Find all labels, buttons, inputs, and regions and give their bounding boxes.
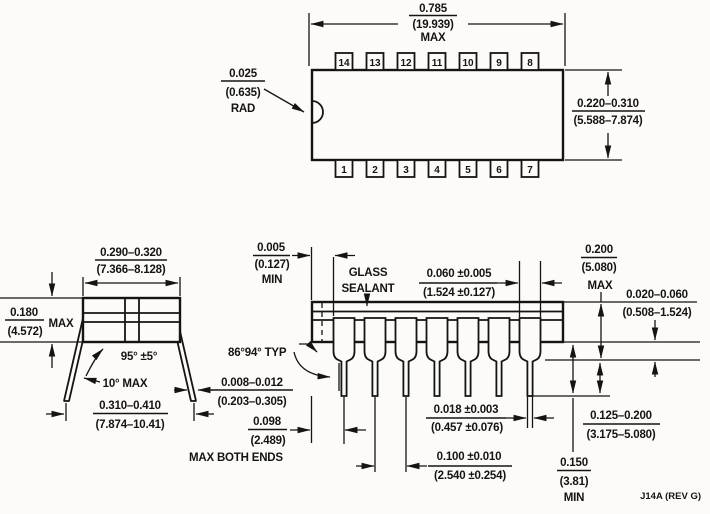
pin-label: 2	[372, 165, 378, 176]
pin-label: 11	[431, 58, 443, 69]
pin-label: 4	[434, 165, 440, 176]
dim-seating-suffix: MAX	[587, 280, 613, 292]
pin-label: 12	[400, 58, 412, 69]
dim-thickness-metric: (0.203–0.305)	[217, 396, 287, 408]
drawing-reference: J14A (REV G)	[640, 491, 701, 502]
dim-rad-value: 0.025	[229, 68, 257, 80]
dim-splay-angle	[84, 378, 148, 390]
dim-body-to-seating	[581, 244, 617, 393]
dim-end-overhang	[189, 416, 366, 464]
package-body-top	[312, 70, 563, 160]
dim-bodywidth-value: 0.220–0.310	[577, 98, 639, 110]
dim-leadwidth-value: 0.018 ±0.003	[433, 404, 499, 416]
dim-span-value: 0.310–0.410	[99, 400, 161, 412]
dim-overhang-metric: (2.489)	[250, 435, 286, 447]
dim-standoff-value: 0.020–0.060	[626, 289, 688, 301]
dim-overhang-suffix: MAX BOTH ENDS	[189, 452, 283, 464]
dim-lead-width	[426, 397, 554, 434]
dim-pitch-value: 0.100 ±0.010	[436, 451, 502, 463]
dim-height-value: 0.180	[10, 307, 38, 319]
dim-notch-radius	[221, 68, 304, 115]
dim-standoff-metric: (0.508–1.524)	[622, 307, 692, 319]
dim-leadlen-metric: (3.175–5.080)	[586, 429, 656, 441]
pins-bottom-row	[336, 160, 539, 177]
dim-thickness-value: 0.008–0.012	[221, 377, 283, 389]
pin-label: 7	[527, 165, 533, 176]
dim-tip-value: 0.150	[560, 457, 588, 469]
dim-rad-metric: (0.635)	[225, 87, 261, 99]
dim-lead-angle	[86, 349, 158, 376]
dim-pitch-metric: (2.540 ±0.254)	[434, 470, 506, 482]
dim-shoulder-angle	[228, 344, 330, 377]
pin-label: 10	[462, 58, 474, 69]
dim-sealgap-metric: (0.127)	[254, 259, 290, 271]
pin-label: 13	[369, 58, 381, 69]
glass-label: GLASS	[348, 267, 388, 279]
lead-angle-label: 95° ±5°	[120, 351, 158, 363]
pin-label: 6	[496, 165, 502, 176]
dim-lead-span	[46, 400, 214, 431]
dim-overhang-value: 0.098	[253, 416, 281, 428]
pin-label: 1	[341, 165, 347, 176]
dim-span-metric: (7.874–10.41)	[95, 419, 165, 431]
pin-label: 5	[465, 165, 471, 176]
dim-leadlen-value: 0.125–0.200	[590, 410, 652, 422]
dim-tip-metric: (3.81)	[559, 476, 589, 488]
dim-seating-metric: (5.080)	[581, 262, 617, 274]
dim-shoulder-metric: (1.524 ±0.127)	[423, 287, 495, 299]
dim-body-height	[0, 272, 82, 368]
dim-rad-suffix: RAD	[230, 103, 256, 115]
dim-sealgap-suffix: MIN	[261, 274, 283, 286]
pin-label: 14	[338, 58, 350, 69]
dim-leadwidth-metric: (0.457 ±0.076)	[431, 422, 503, 434]
splay-angle-label: 10° MAX	[102, 378, 148, 390]
side-view	[228, 242, 700, 504]
dim-body-width	[565, 70, 645, 160]
dim-height-metric: (4.572)	[7, 326, 43, 338]
dim-overall-suffix: MAX	[420, 32, 446, 44]
dim-endwidth-metric: (7.366–8.128)	[96, 264, 166, 276]
dim-seating-value: 0.200	[585, 244, 613, 256]
shoulder-angle-label: 86°94° TYP	[228, 347, 287, 359]
sealant-label: SEALANT	[341, 283, 395, 295]
dim-overall-metric: (19.939)	[412, 19, 454, 31]
pin-label: 8	[527, 58, 533, 69]
dim-bodywidth-metric: (5.588–7.874)	[573, 115, 643, 127]
top-view	[221, 3, 645, 177]
package-body-end	[83, 298, 180, 342]
side-view-leads	[334, 318, 541, 396]
dim-tip-length	[557, 398, 591, 504]
pin-label: 3	[403, 165, 409, 176]
dim-endwidth-value: 0.290–0.320	[100, 247, 162, 259]
dim-overall-value: 0.785	[419, 3, 447, 15]
dim-end-width	[83, 247, 180, 296]
dim-tip-suffix: MIN	[563, 492, 585, 504]
dim-height-suffix: MAX	[48, 318, 74, 330]
pins-top-row	[336, 53, 539, 70]
pin-label: 9	[496, 58, 502, 69]
dim-sealgap-value: 0.005	[257, 242, 285, 254]
glass-sealant-callout	[342, 267, 395, 306]
dim-shoulder-value: 0.060 ±0.005	[426, 268, 492, 280]
